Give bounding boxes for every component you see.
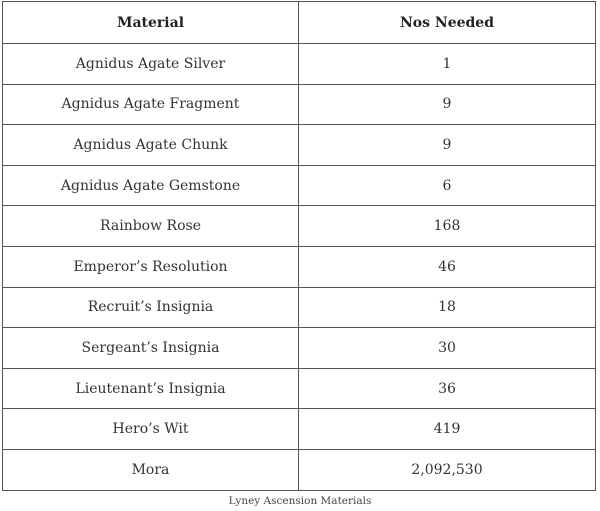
table-row bbox=[3, 165, 596, 206]
count-cell: 2,092,530 bbox=[299, 449, 596, 490]
material-cell: Mora bbox=[3, 449, 299, 490]
ascension-materials-table bbox=[2, 1, 596, 491]
table-row bbox=[3, 206, 596, 247]
table-row bbox=[3, 44, 596, 85]
material-cell: Recruit’s Insignia bbox=[3, 287, 299, 328]
count-cell: 46 bbox=[299, 246, 596, 287]
materials-table-container bbox=[2, 1, 595, 491]
count-cell: 168 bbox=[299, 206, 596, 247]
table-row bbox=[3, 409, 596, 450]
material-cell: Agnidus Agate Fragment bbox=[3, 84, 299, 125]
table-body bbox=[3, 44, 596, 491]
material-cell: Sergeant’s Insignia bbox=[3, 328, 299, 369]
material-cell: Emperor’s Resolution bbox=[3, 246, 299, 287]
table-row bbox=[3, 84, 596, 125]
count-cell: 30 bbox=[299, 328, 596, 369]
count-cell: 9 bbox=[299, 125, 596, 166]
table-row bbox=[3, 449, 596, 490]
header-nos-needed: Nos Needed bbox=[299, 2, 596, 44]
material-cell: Agnidus Agate Chunk bbox=[3, 125, 299, 166]
count-cell: 9 bbox=[299, 84, 596, 125]
table-row bbox=[3, 125, 596, 166]
table-row bbox=[3, 368, 596, 409]
material-cell: Rainbow Rose bbox=[3, 206, 299, 247]
table-caption: Lyney Ascension Materials bbox=[228, 495, 372, 507]
header-row bbox=[3, 2, 596, 44]
table-row bbox=[3, 287, 596, 328]
count-cell: 36 bbox=[299, 368, 596, 409]
table-header bbox=[3, 2, 596, 44]
material-cell: Agnidus Agate Silver bbox=[3, 44, 299, 85]
count-cell: 419 bbox=[299, 409, 596, 450]
table-row bbox=[3, 328, 596, 369]
material-cell: Hero’s Wit bbox=[3, 409, 299, 450]
count-cell: 6 bbox=[299, 165, 596, 206]
table-row bbox=[3, 246, 596, 287]
count-cell: 1 bbox=[299, 44, 596, 85]
material-cell: Lieutenant’s Insignia bbox=[3, 368, 299, 409]
header-material: Material bbox=[3, 2, 299, 44]
material-cell: Agnidus Agate Gemstone bbox=[3, 165, 299, 206]
count-cell: 18 bbox=[299, 287, 596, 328]
